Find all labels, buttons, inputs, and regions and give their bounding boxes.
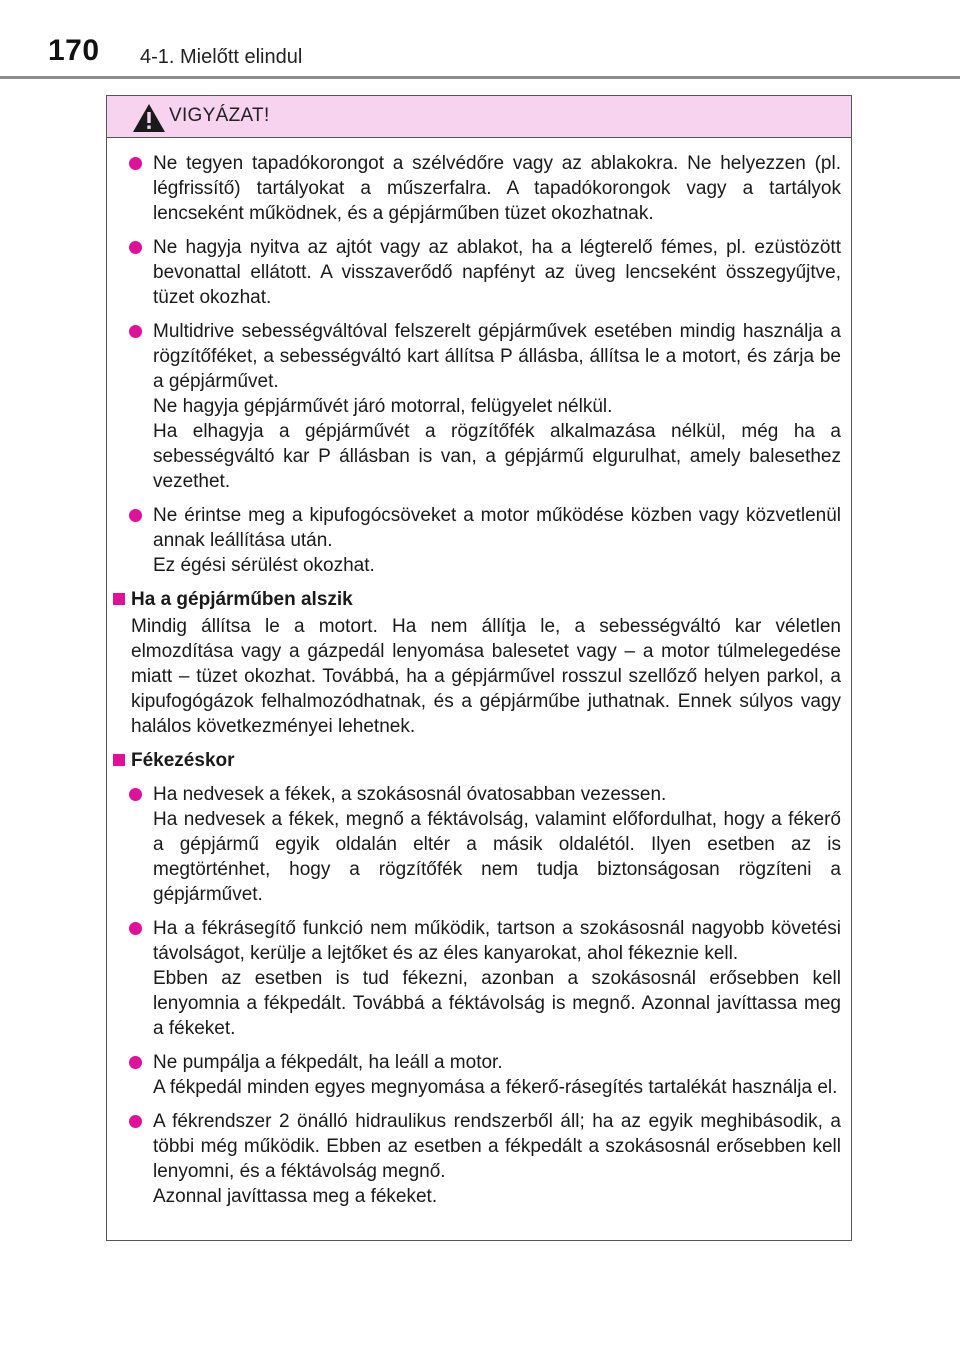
bullet-item <box>107 1050 853 1100</box>
caution-box <box>106 95 852 1241</box>
bullet-item <box>107 319 853 494</box>
subsection-text <box>107 614 853 739</box>
square-marker-icon <box>113 593 125 605</box>
paragraph: Ha elhagyja a gépjárművét a rögzítőfék alkalmazása nélkül, még ha a sebességváltó kar P állásban is van, a gépjármű elgurulhat, amely balesethez vezethet. <box>153 421 841 492</box>
paragraph: Ne tegyen tapadókorongot a szélvédőre vagy az ablakokra. Ne helyezzen (pl. légfrissítő) tartályokat a műszerfalra. A tapadókorongok vagy a tartályok lencseként működnek, és a gépjárműben tüzet okozhatnak. <box>153 153 841 224</box>
subsection-heading <box>107 748 853 773</box>
page-header <box>0 0 960 80</box>
paragraph: Ebben az esetben is tud fékezni, azonban a szokásosnál erősebben kell lenyomnia a fékpedált. Továbbá a féktávolság is megnő. Azonnal javíttassa meg a fékeket. <box>153 968 841 1039</box>
paragraph: Ne érintse meg a kipufogócsöveket a motor működése közben vagy közvetlenül annak leállítása után. <box>153 505 841 551</box>
bullet-text <box>153 1109 841 1209</box>
paragraph: A fékpedál minden egyes megnyomása a fékerő-rásegítés tartalékát használja el. <box>153 1077 838 1098</box>
bullet-dot-icon <box>129 157 142 170</box>
caution-title: VIGYÁZAT! <box>169 105 270 126</box>
bullet-text <box>153 235 841 310</box>
bullet-text <box>153 1050 841 1100</box>
bullet-dot-icon <box>129 325 142 338</box>
bullet-item <box>107 782 853 907</box>
bullet-text <box>153 782 841 907</box>
warning-triangle-icon <box>131 102 167 134</box>
section-title: 4-1. Mielőtt elindul <box>140 46 303 68</box>
bullet-item <box>107 1109 853 1209</box>
bullet-item <box>107 503 853 578</box>
subsection <box>107 748 853 1209</box>
paragraph: Mindig állítsa le a motort. Ha nem állítja le, a sebességváltó kar véletlen elmozdítása vagy a gázpedál lenyomása balesetet vagy – a motor túlmelegedése miatt – tüzet okozhat. Továbbá, ha a gépjárművel rosszul szellőző helyen parkol, a kipufogógázok felhalmozódhatnak, és a gépjárműbe juthatnak. Ennek súlyos vagy halálos következményei lehetnek. <box>131 616 841 737</box>
bullet-dot-icon <box>129 1115 142 1128</box>
bullet-text <box>153 151 841 226</box>
subsection-heading-text: Fékezéskor <box>131 750 235 771</box>
bullet-dot-icon <box>129 788 142 801</box>
paragraph: Ha nedvesek a fékek, megnő a féktávolság, valamint előfordulhat, hogy a fékerő a gépjármű egyik oldalán eltér a másik oldalétól. Ilyen esetben az is megtörténhet, hogy a rögzítőfék nem tudja biztonságosan rögzíteni a gépjárművet. <box>153 809 841 905</box>
caution-body <box>107 151 853 1218</box>
bullet-item <box>107 916 853 1041</box>
bullet-dot-icon <box>129 922 142 935</box>
bullet-text <box>153 916 841 1041</box>
paragraph: Ha a fékrásegítő funkció nem működik, tartson a szokásosnál nagyobb követési távolságot, kerülje a lejtőket és az éles kanyarokat, ahol fékeznie kell. <box>153 918 841 964</box>
bullet-dot-icon <box>129 241 142 254</box>
header-rule <box>0 76 960 79</box>
paragraph: Ne hagyja gépjárművét járó motorral, felügyelet nélkül. <box>153 396 613 417</box>
paragraph: A fékrendszer 2 önálló hidraulikus rendszerből áll; ha az egyik meghibásodik, a többi még működik. Ebben az esetben a fékpedált a szokásosnál erősebben kell lenyomni, és a féktávolság megnő. <box>153 1111 841 1182</box>
paragraph: Ne hagyja nyitva az ajtót vagy az ablakot, ha a légterelő fémes, pl. ezüstözött bevonattal ellátott. A visszaverődő napfényt az üveg lencseként összegyűjtve, tüzet okozhat. <box>153 237 841 308</box>
subsection <box>107 587 853 739</box>
bullet-item <box>107 151 853 226</box>
bullet-dot-icon <box>129 509 142 522</box>
paragraph: Ha nedvesek a fékek, a szokásosnál óvatosabban vezessen. <box>153 784 667 805</box>
paragraph: Ez égési sérülést okozhat. <box>153 555 375 576</box>
paragraph: Multidrive sebességváltóval felszerelt gépjárművek esetében mindig használja a rögzítőféket, a sebességváltó kart állítsa P állásba, állítsa le a motort, és zárja be a gépjárművet. <box>153 321 841 392</box>
page-number: 170 <box>48 34 100 67</box>
bullet-dot-icon <box>129 1056 142 1069</box>
subsection-heading-text: Ha a gépjárműben alszik <box>131 589 353 610</box>
subsection-heading <box>107 587 853 612</box>
bullet-item <box>107 235 853 310</box>
paragraph: Ne pumpálja a fékpedált, ha leáll a motor. <box>153 1052 503 1073</box>
subsection-list <box>107 782 853 1209</box>
paragraph: Azonnal javíttassa meg a fékeket. <box>153 1186 438 1207</box>
caution-header <box>107 96 851 138</box>
bullet-text <box>153 503 841 578</box>
square-marker-icon <box>113 754 125 766</box>
bullet-text <box>153 319 841 494</box>
